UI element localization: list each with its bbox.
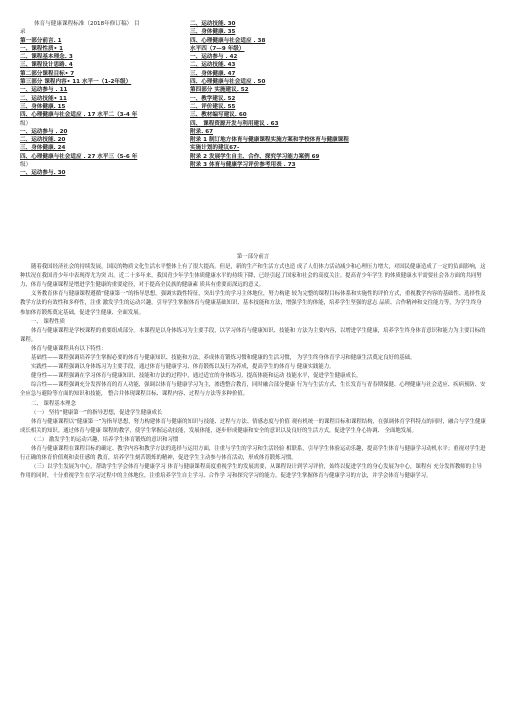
toc-entry[interactable]: 水平四（7—9 年级） xyxy=(190,45,245,52)
body-paragraph: 综合性——课程强调充分发挥体育的育人功能，强调以体育与健康学习为主，渗透整合教育，同时融合部分健康 行为与生活方式、生长发育与青春期保健、心理健康与社会适应、疾病预防、安全应急与避险等方面的知识和技能， 整合并体现课程目标、课程内容、过程与方法等多种价值。 xyxy=(20,382,486,398)
toc-right-column xyxy=(190,20,350,169)
toc-entry[interactable]: 三、身体健康. 35 xyxy=(190,29,236,36)
toc-entry[interactable]: 一、运动参与. 30 xyxy=(20,170,66,177)
body-paragraph: 体育与健康课程在课程目标的确定、教学内容和教学方法的选择与运用方面，注重与学生的学习和生活经验 相联系，引导学生体验运动乐趣，提高学生体育与健康学习动机水平；重视对学生进行正确的体育价值观和责任感的 教育，培养学生刻苦锻炼的精神，促进学生主动参与体育活动，形成体育锻炼习惯。 xyxy=(20,445,486,462)
toc-entry: 录 xyxy=(20,29,26,36)
body-paragraph: （一） 坚持“健康第一”的指导思想，促进学生健康成长 xyxy=(31,409,163,416)
body-paragraph: 体育与健康课程具有以下特性： xyxy=(31,345,107,352)
toc-entry[interactable]: 二、运动技能. 30 xyxy=(190,21,236,27)
body-paragraph: 实践性——课程强调以身体练习为主要手段，通过体育与健康学习、体育锻炼以及行为养成，提高学生的体育与 健康实践能力。 xyxy=(31,364,335,371)
toc-entry[interactable]: 附录. 67 xyxy=(190,128,214,135)
body-paragraph: 体育与健康课程是学校课程的重要组成部分。本课程是以身体练习为主要手段，以学习体育与健康知识、技能和 方法为主要内容，以增进学生健康，培养学生终身体育意识和能力为主要目标的课程。 xyxy=(20,327,486,343)
toc-entry: 级） xyxy=(20,162,32,169)
document-body xyxy=(20,253,486,481)
body-paragraph: 随着我国经济社会的持续发展，国民的物质文化生活水平整体上有了很大提高。但是，新的生产和生活方式也造 成了人们体力活动减少和心理压力增大，对国民健康造成了一定的负面影响，这种状况在我国青少年中表现得尤为突 出。近二十多年来，我国青少年学生体质健康水平的持续下降，已经引起了国家和社会的高度关注。提高青少年学生 的体质健康水平需要社会各方面的共同努力，体育与健康课程是增进学生健康的重要途径，对于提高全民族的健康素 质具有重要而深远的意义。 xyxy=(20,264,486,289)
body-paragraph: 二、 课程基本理念 xyxy=(31,400,76,407)
body-paragraph: 基础性——课程强调培养学生掌握必要的体育与健康知识、技能和方法，养成体育锻炼习惯和健康的生活习惯， 为学生终身体育学习和健康生活奠定良好的基础。 xyxy=(31,355,416,362)
toc-entry[interactable]: 附录 3 体育与健康学习评价参考用表 . 73 xyxy=(190,162,296,169)
toc-entry[interactable]: 第一部分前言. 1 xyxy=(20,37,62,44)
toc-entry[interactable]: 四、心理健康与社会适应 . 38 xyxy=(190,37,266,44)
toc-entry[interactable]: 三、身体健康. 47 xyxy=(190,70,236,77)
section-title: 第一部分前言 xyxy=(236,254,270,260)
toc-entry[interactable]: 二、评价建议. 55 xyxy=(190,103,236,110)
toc-entry[interactable]: 第四部分 实施建议. 52 xyxy=(190,87,249,94)
toc-entry[interactable]: 二、运动技能• 11 xyxy=(20,95,67,102)
toc-entry[interactable]: 四、心理健康与社会适应 . 27 水平三（5-6 年 xyxy=(20,153,138,160)
toc-entry: 体育与健康课程标准（2018年修订稿） 目 xyxy=(34,21,140,27)
toc-entry[interactable]: 三、课程设计思路. 4 xyxy=(20,62,73,69)
body-paragraph: 一、 课程性质 xyxy=(31,318,66,325)
toc-entry[interactable]: 附录 1 制订地方体育与健康课程实施方案和学校体育与健康课程实施计划的建议67- xyxy=(190,137,349,152)
toc-entry[interactable]: 一、教学建议. 52 xyxy=(190,95,236,102)
toc-entry[interactable]: 一、运动参与 . 42 xyxy=(190,54,238,61)
body-paragraph: （三）以学生发展为中心，帮助学生学会体育与健康学习 体育与健康课程高度重视学生的发展需要，从课程设计到学习评价，始终以促进学生的身心发展为中心，课程有 充分发挥教师的主导作用的同时，十分重视学生在学习过程中的主体地位，注重培养学生自主学习、合作学 习和探究学习的能力，促进学生掌握体育与健康学习的方法，并学会体育与健康学习。 xyxy=(20,464,482,480)
toc-entry[interactable]: 二、课程基本理念. 3 xyxy=(20,54,73,61)
body-paragraph: 健身性——课程强调在学习体育与健康知识、技能和方法的过程中，通过适宜的身体练习，提高体能和运动 技能水平，促进学生健康成长。 xyxy=(31,373,362,380)
toc-left-column xyxy=(20,20,188,178)
toc-entry[interactable]: 四、心理健康与社会适应 . 50 xyxy=(190,79,266,86)
toc-entry[interactable]: 四、心理健康与社会适应 . 17 水平二（3-4 年 xyxy=(20,112,138,119)
toc-entry[interactable]: 三、身体健康. 15 xyxy=(20,103,66,110)
toc-entry[interactable]: 一、运动参与 . 11 xyxy=(20,87,68,94)
toc-entry[interactable]: 一、课程性质• 1 xyxy=(20,45,63,52)
toc-entry[interactable]: 三、身体健康. 24 xyxy=(20,145,66,152)
body-paragraph: （二） 激发学生的运动兴趣，培养学生体育锻炼的意识和习惯 xyxy=(31,436,179,443)
body-paragraph: 体育与健康课程以“健康第一”为指导思想，努力构建体育与健康的知识与技能、过程与方法、情感态度与价值 观有机统一的课程目标和课程结构，在强调体育学科特点的同时，融合与学生健康成长相关的知识。通过体育与健康 课程的教学，使学生掌握运动技能，发展体能，逐步形成健康和安全的意识以及良好的生活方式，促进学生身心协调、 全面地发展。 xyxy=(20,418,486,434)
toc-entry[interactable]: 二、运动技能. 43 xyxy=(190,62,236,69)
toc-entry: 级） xyxy=(20,120,32,127)
body-paragraph: 义务教育体育与健康课程遵循“健康第一”的指导思想，强调实践性特征，突出学生的学习主体地位，努力构建 较为完整的课程目标体系和实施性的评价方式，重视教学内容的基础性、选择性及教学方法的有效性和多样性，注重 激发学生的运动兴趣，引导学生掌握体育与健康基础知识、基本技能和方法，增强学生的体能，培养学生坚强的意志 品质、合作精神和交往能力等，为学生终身参加体育锻炼奠定基础，促进学生健康、全面发展。 xyxy=(20,291,486,316)
toc-entry[interactable]: 附录 2 发展学生自主、合作、探究学习能力案例 69 xyxy=(190,153,320,160)
toc-entry[interactable]: 一、运动参与 . 20 xyxy=(20,128,68,135)
toc-entry[interactable]: 第三部分 课程内容• 11 水平一（1-2年级） xyxy=(20,79,132,86)
paragraph-list xyxy=(20,263,486,481)
toc-entry[interactable]: 第二部分课程目标• 7 xyxy=(20,70,75,77)
toc-entry[interactable]: 三、教材编写建议. 60 xyxy=(190,112,247,119)
toc-entry[interactable]: 二、运动技能. 20 xyxy=(20,137,66,144)
toc-entry[interactable]: 四、 课程资源开发与利用建议 . 63 xyxy=(190,120,279,127)
